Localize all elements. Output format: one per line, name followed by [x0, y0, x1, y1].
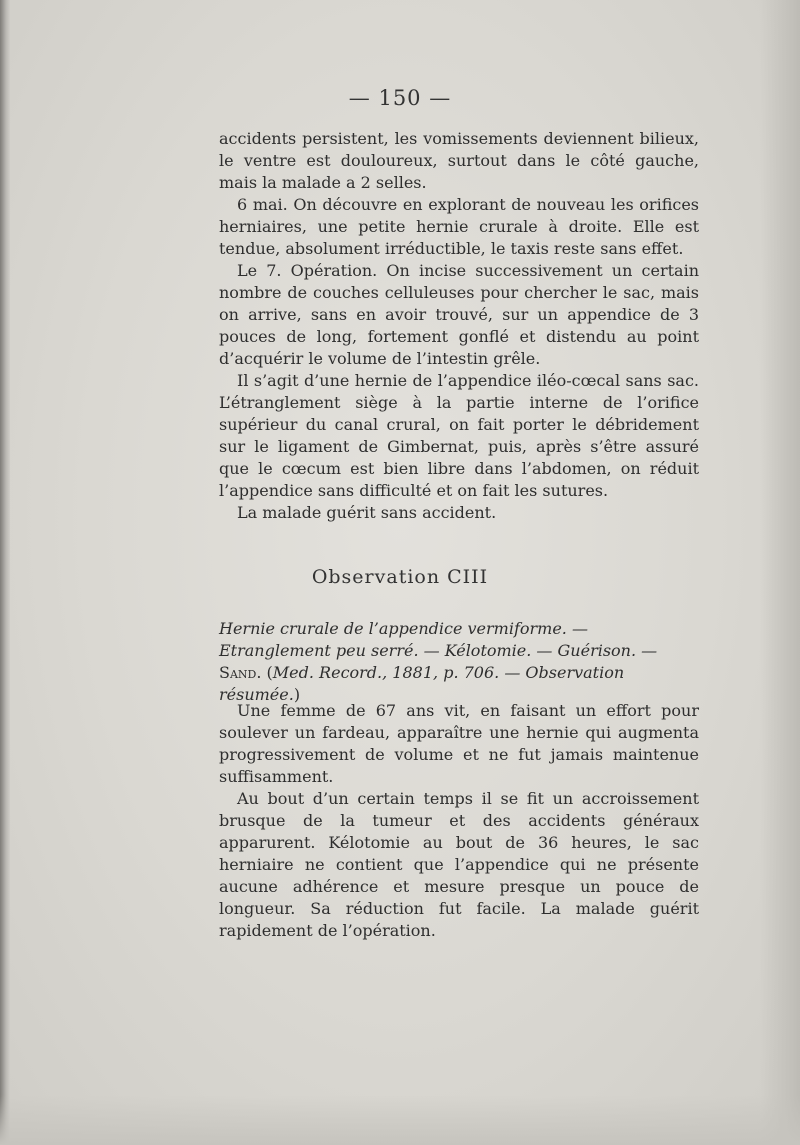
paragraph: Il s’agit d’une hernie de l’appendice iléo-cœcal sans sac. L’étranglement siège à la partie interne de l’orifice supérieur du canal crural, on fait porter le débridement sur le ligament de Gimbernat, puis, après s’être assuré que le cœcum est bien libre dans l’abdomen, on réduit l’appendice sans difficulté et on fait les sutures. — [219, 371, 699, 500]
summary-source: Med. Record., 1881, p. 706. — [272, 663, 500, 682]
body-text-top — [219, 128, 699, 524]
summary-note: — Observation résumée. — [219, 663, 625, 704]
paragraph: Au bout d’un certain temps il se fit un accroissement brusque de la tumeur et des accidents généraux apparurent. Kélotomie au bout de 36 heures, le sac herniaire ne contient que l’appendice qui ne présente aucune adhérence et mesure presque un pouce de longueur. Sa réduction fut facile. La malade guérit rapidement de l’opération. — [219, 789, 699, 940]
page-number: — 150 — — [348, 86, 452, 110]
paragraph: 6 mai. On découvre en explorant de nouveau les orifices herniaires, une petite hernie crurale à droite. Elle est tendue, absolument irréductible, le taxis reste sans effet. — [219, 195, 699, 258]
summary-text: Hernie crurale de l’appendice vermiforme. — Etranglement peu serré. — Kélotomie. — Guérison. — — [219, 619, 658, 660]
paragraph: La malade guérit sans accident. — [237, 503, 497, 522]
observation-title: Observation CIII — [311, 566, 489, 588]
summary-punctuation: . ( — [256, 663, 273, 682]
summary-close: ) — [293, 685, 301, 704]
paragraph: accidents persistent, les vomissements deviennent bilieux, le ventre est douloureux, surtout dans le côté gauche, mais la malade a 2 selles. — [219, 129, 699, 192]
observation-summary — [219, 618, 699, 706]
page-edge-bottom — [0, 1095, 800, 1145]
body-text-bottom — [219, 700, 699, 942]
paragraph: Le 7. Opération. On incise successivement un certain nombre de couches celluleuses pour chercher le sac, mais on arrive, sans en avoir trouvé, sur un appendice de 3 pouces de long, fortement gonflé et distendu au point d’acquérir le volume de l’intestin grêle. — [219, 261, 699, 368]
paragraph: Une femme de 67 ans vit, en faisant un effort pour soulever un fardeau, apparaître une hernie qui augmenta progressivement de volume et ne fut jamais maintenue suffisamment. — [219, 701, 699, 786]
summary-author: Sand — [219, 663, 257, 682]
